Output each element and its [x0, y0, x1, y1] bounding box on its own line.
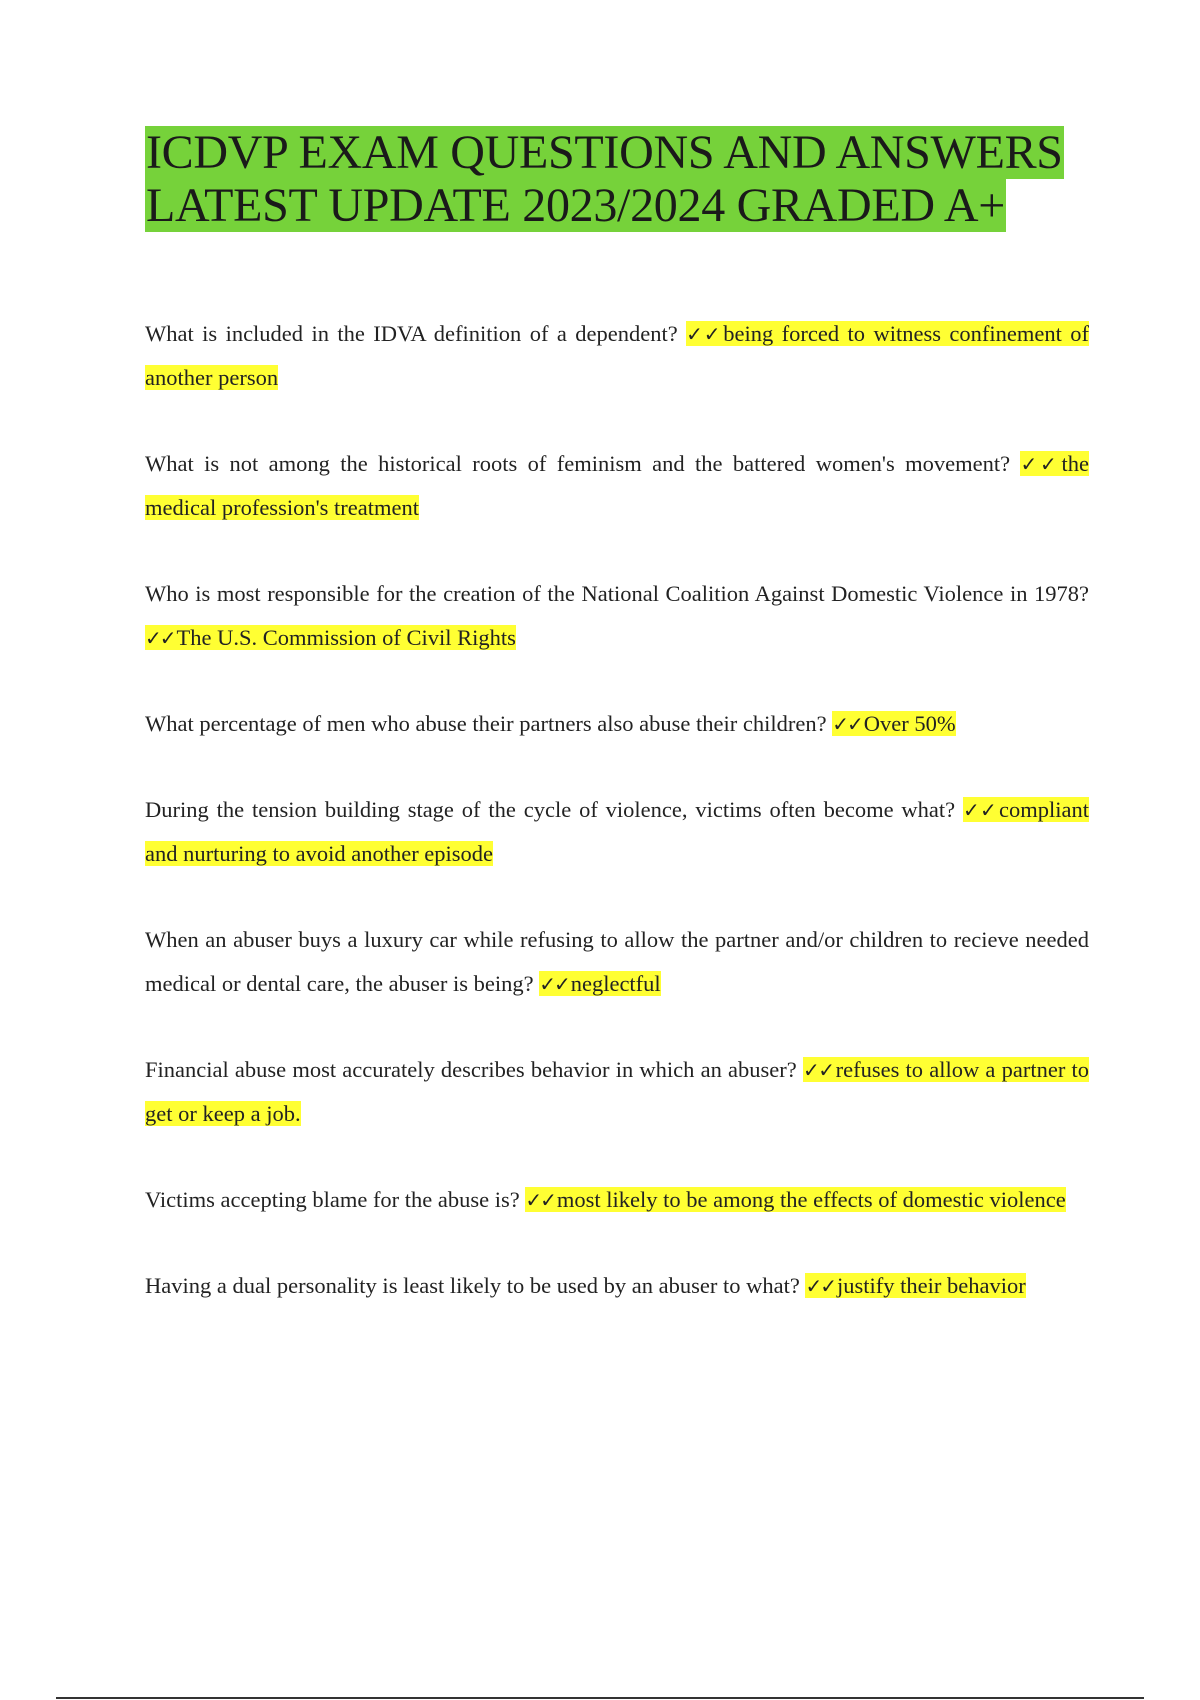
- answer-text: being forced to witness confinement of another person: [145, 321, 1089, 390]
- check-icon: ✓✓: [963, 798, 998, 822]
- qa-list: [145, 312, 1089, 1308]
- question-text: What is not among the historical roots of feminism and the battered women's movement?: [145, 451, 1011, 476]
- answer-text: neglectful: [570, 971, 661, 996]
- answer-text: compliant and nurturing to avoid another episode: [145, 797, 1090, 866]
- qa-item: [145, 918, 1089, 1006]
- check-icon: ✓✓: [805, 1274, 835, 1298]
- question-text: Who is most responsible for the creation of the National Coalition Against Domestic Violence in 1978?: [145, 581, 1089, 606]
- question-text: Having a dual personality is least likely to be used by an abuser to what?: [145, 1273, 800, 1298]
- qa-item: [145, 788, 1089, 876]
- question-text: Victims accepting blame for the abuse is?: [145, 1187, 520, 1212]
- answer-highlight: [805, 1273, 1025, 1298]
- qa-item: [145, 312, 1089, 400]
- answer-text: The U.S. Commission of Civil Rights: [176, 625, 516, 650]
- answer-text: Over 50%: [863, 711, 956, 736]
- qa-item: [145, 1178, 1089, 1222]
- check-icon: ✓✓: [686, 322, 722, 346]
- question-text: What percentage of men who abuse their partners also abuse their children?: [145, 711, 827, 736]
- answer-text: most likely to be among the effects of domestic violence: [556, 1187, 1066, 1212]
- answer-text: refuses to allow a partner to get or keep a job.: [145, 1057, 1090, 1126]
- check-icon: ✓✓: [802, 1058, 834, 1082]
- question-text: What is included in the IDVA definition of a dependent?: [145, 321, 678, 346]
- qa-item: [145, 572, 1089, 660]
- document-page: [145, 126, 1089, 1350]
- answer-highlight: [539, 971, 660, 996]
- title-line-1: ICDVP EXAM QUESTIONS AND ANSWERS: [146, 126, 1063, 179]
- answer-highlight: [525, 1187, 1065, 1212]
- qa-item: [145, 1048, 1089, 1136]
- answer-highlight: [832, 711, 955, 736]
- question-text: When an abuser buys a luxury car while refusing to allow the partner and/or children to recieve needed medical or dental care, the abuser is being?: [145, 927, 1089, 996]
- question-text: During the tension building stage of the cycle of violence, victims often become what?: [145, 797, 956, 822]
- check-icon: ✓✓: [539, 972, 569, 996]
- check-icon: ✓✓: [525, 1188, 555, 1212]
- check-icon: ✓✓: [145, 626, 175, 650]
- qa-item: [145, 442, 1089, 530]
- footer-divider: [56, 1697, 1144, 1699]
- title-line-2: LATEST UPDATE 2023/2024 GRADED A+: [146, 179, 1005, 232]
- check-icon: ✓✓: [832, 712, 862, 736]
- answer-highlight: [145, 625, 516, 650]
- answer-text: the medical profession's treatment: [145, 451, 1090, 520]
- check-icon: ✓✓: [1020, 452, 1060, 476]
- qa-item: [145, 1264, 1089, 1308]
- document-title: [145, 126, 1089, 232]
- answer-text: justify their behavior: [836, 1273, 1026, 1298]
- question-text: Financial abuse most accurately describes behavior in which an abuser?: [145, 1057, 797, 1082]
- qa-item: [145, 702, 1089, 746]
